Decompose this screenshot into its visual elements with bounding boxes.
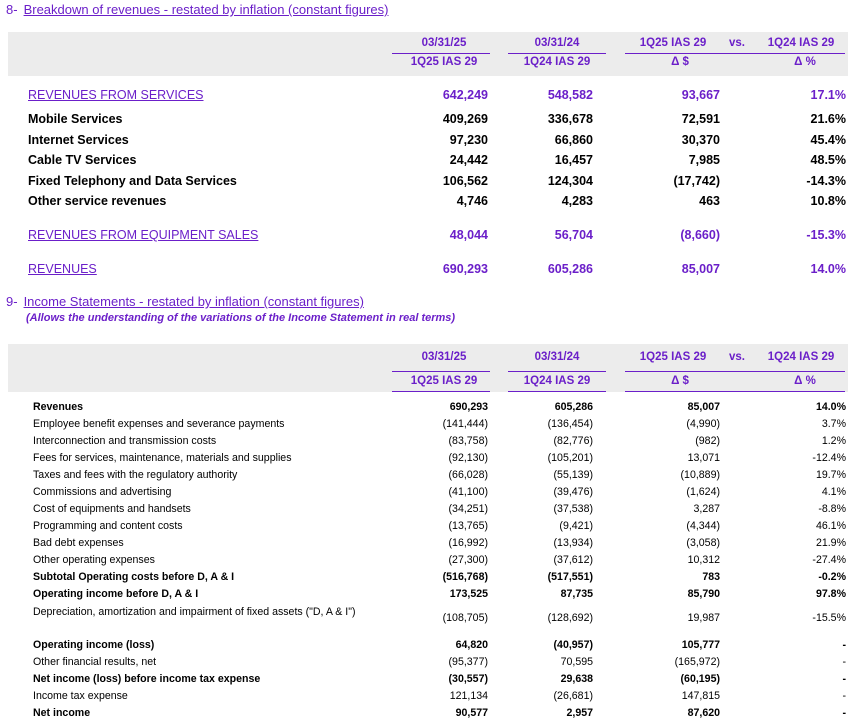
row-label: REVENUES FROM SERVICES — [28, 88, 204, 102]
row-label: Internet Services — [28, 133, 129, 147]
cell-value: (9,421) — [559, 520, 593, 532]
cell-value: (10,889) — [680, 469, 720, 481]
cell-value: 13,071 — [687, 452, 720, 464]
header-divider — [625, 391, 845, 392]
cell-value: -0.2% — [818, 571, 846, 583]
col4-delta-pct: Δ % — [794, 375, 816, 387]
cell-value: (83,758) — [448, 435, 488, 447]
cell-value: 409,269 — [442, 112, 488, 126]
cell-value: (165,972) — [674, 656, 720, 668]
cell-value: 19.7% — [815, 469, 846, 481]
cell-value: (37,538) — [553, 503, 593, 515]
cell-value: 605,286 — [554, 401, 593, 413]
cell-value: (982) — [695, 435, 720, 447]
cell-value: (3,058) — [686, 537, 720, 549]
col1-date: 03/31/25 — [421, 37, 467, 49]
cell-value: 24,442 — [449, 153, 488, 167]
cell-value: (39,476) — [553, 486, 593, 498]
cell-value: 4.1% — [821, 486, 846, 498]
cell-value: - — [842, 639, 846, 651]
cell-value: - — [842, 707, 846, 719]
cmp-a: 1Q25 IAS 29 — [639, 37, 707, 49]
cell-value: (141,444) — [442, 418, 488, 430]
row-label: Fixed Telephony and Data Services — [28, 174, 237, 188]
cell-value: (8,660) — [680, 228, 720, 242]
cell-value: 4,283 — [561, 194, 593, 208]
section-number: 8- — [6, 2, 18, 17]
cell-value: 66,860 — [554, 133, 593, 147]
cell-value: (108,705) — [442, 612, 488, 624]
cell-value: -8.8% — [818, 503, 846, 515]
cell-value: 85,790 — [687, 588, 720, 600]
cell-value: (55,139) — [553, 469, 593, 481]
cell-value: 548,582 — [547, 88, 593, 102]
cmp-vs: vs. — [729, 351, 745, 363]
cell-value: 336,678 — [547, 112, 593, 126]
header-divider — [392, 391, 490, 392]
row-label: REVENUES FROM EQUIPMENT SALES — [28, 228, 259, 242]
cell-value: 87,620 — [687, 707, 720, 719]
cell-value: 4,746 — [456, 194, 488, 208]
cell-value: 87,735 — [560, 588, 593, 600]
header-divider — [508, 53, 606, 54]
row-label: Cable TV Services — [28, 153, 137, 167]
cell-value: 85,007 — [681, 262, 720, 276]
col1-period: 1Q25 IAS 29 — [410, 56, 478, 68]
row-label: Other operating expenses — [33, 554, 155, 566]
cell-value: (92,130) — [448, 452, 488, 464]
section-9-title — [6, 294, 364, 309]
cell-value: (4,990) — [686, 418, 720, 430]
cell-value: (37,612) — [553, 554, 593, 566]
cell-value: 10.8% — [810, 194, 846, 208]
cell-value: 3.7% — [821, 418, 846, 430]
cell-value: (516,768) — [442, 571, 488, 583]
cell-value: 2,957 — [566, 707, 593, 719]
cell-value: (66,028) — [448, 469, 488, 481]
cell-value: (40,957) — [553, 639, 593, 651]
cell-value: - — [842, 690, 846, 702]
cell-value: (27,300) — [448, 554, 488, 566]
section-number: 9- — [6, 294, 18, 309]
row-label: REVENUES — [28, 262, 97, 276]
row-label: Net income — [33, 707, 91, 719]
cmp-b: 1Q24 IAS 29 — [767, 351, 835, 363]
cell-value: 64,820 — [455, 639, 488, 651]
cell-value: (60,195) — [680, 673, 720, 685]
cell-value: 17.1% — [810, 88, 846, 102]
col4-delta-pct: Δ % — [794, 56, 816, 68]
cmp-vs: vs. — [729, 37, 745, 49]
cell-value: (136,454) — [547, 418, 593, 430]
cell-value: 106,562 — [442, 174, 488, 188]
row-label: Programming and content costs — [33, 520, 183, 532]
cell-value: 16,457 — [554, 153, 593, 167]
header-divider — [625, 53, 845, 54]
cmp-b: 1Q24 IAS 29 — [767, 37, 835, 49]
cell-value: -14.3% — [806, 174, 846, 188]
cell-value: (517,551) — [547, 571, 593, 583]
cell-value: 121,134 — [449, 690, 488, 702]
row-label: Commissions and advertising — [33, 486, 172, 498]
cell-value: 783 — [702, 571, 720, 583]
cell-value: 97.8% — [815, 588, 846, 600]
col1-date: 03/31/25 — [421, 351, 467, 363]
row-label: Other financial results, net — [33, 656, 157, 668]
cell-value: 70,595 — [560, 656, 593, 668]
cell-value: 48.5% — [810, 153, 846, 167]
cell-value: (30,557) — [448, 673, 488, 685]
row-label: Operating income before D, A & I — [33, 588, 199, 600]
row-label: Depreciation, amortization and impairment of fixed assets ("D, A & I") — [33, 606, 356, 618]
cell-value: -15.5% — [812, 612, 846, 624]
cell-value: 90,577 — [455, 707, 488, 719]
cell-value: 93,667 — [681, 88, 720, 102]
section-subtitle: (Allows the understanding of the variations of the Income Statement in real terms) — [26, 312, 456, 324]
cell-value: - — [842, 656, 846, 668]
col1-period: 1Q25 IAS 29 — [410, 375, 478, 387]
cell-value: (41,100) — [448, 486, 488, 498]
cell-value: (13,765) — [448, 520, 488, 532]
cell-value: 30,370 — [681, 133, 720, 147]
section-title-text: Income Statements - restated by inflation (constant figures) — [23, 294, 364, 309]
cell-value: 72,591 — [681, 112, 720, 126]
col3-delta-abs: Δ $ — [671, 375, 689, 387]
header-divider — [625, 371, 845, 372]
header-divider — [508, 391, 606, 392]
cell-value: 642,249 — [442, 88, 488, 102]
cell-value: (95,377) — [448, 656, 488, 668]
cell-value: 14.0% — [810, 262, 846, 276]
col2-date: 03/31/24 — [534, 37, 580, 49]
cell-value: 45.4% — [810, 133, 846, 147]
header-divider — [392, 371, 490, 372]
cell-value: (17,742) — [673, 174, 720, 188]
col2-period: 1Q24 IAS 29 — [523, 56, 591, 68]
cell-value: 56,704 — [554, 228, 593, 242]
row-label: Revenues — [33, 401, 84, 413]
cell-value: 690,293 — [442, 262, 488, 276]
cell-value: 29,638 — [560, 673, 593, 685]
cell-value: 21.6% — [810, 112, 846, 126]
row-label: Mobile Services — [28, 112, 123, 126]
row-label: Net income (loss) before income tax expense — [33, 673, 261, 685]
cell-value: - — [842, 673, 846, 685]
row-label: Other service revenues — [28, 194, 167, 208]
cell-value: 97,230 — [449, 133, 488, 147]
cell-value: 463 — [699, 194, 720, 208]
section-title-text: Breakdown of revenues - restated by inflation (constant figures) — [23, 2, 389, 17]
row-label: Subtotal Operating costs before D, A & I — [33, 571, 235, 583]
cell-value: (105,201) — [547, 452, 593, 464]
cell-value: 19,987 — [687, 612, 720, 624]
cell-value: 1.2% — [821, 435, 846, 447]
cell-value: 105,777 — [681, 639, 720, 651]
cell-value: -27.4% — [812, 554, 846, 566]
row-label: Interconnection and transmission costs — [33, 435, 217, 447]
cmp-a: 1Q25 IAS 29 — [639, 351, 707, 363]
header-divider — [508, 371, 606, 372]
row-label: Bad debt expenses — [33, 537, 124, 549]
cell-value: 124,304 — [547, 174, 593, 188]
cell-value: 7,985 — [688, 153, 720, 167]
row-label: Employee benefit expenses and severance payments — [33, 418, 285, 430]
cell-value: 10,312 — [687, 554, 720, 566]
row-label: Operating income (loss) — [33, 639, 155, 651]
row-label: Fees for services, maintenance, materials and supplies — [33, 452, 292, 464]
row-label: Taxes and fees with the regulatory authority — [33, 469, 238, 481]
cell-value: 46.1% — [815, 520, 846, 532]
cell-value: (4,344) — [686, 520, 720, 532]
cell-value: (16,992) — [448, 537, 488, 549]
cell-value: -12.4% — [812, 452, 846, 464]
col2-period: 1Q24 IAS 29 — [523, 375, 591, 387]
col3-delta-abs: Δ $ — [671, 56, 689, 68]
row-label: Income tax expense — [33, 690, 128, 702]
cell-value: (26,681) — [553, 690, 593, 702]
cell-value: 14.0% — [815, 401, 846, 413]
cell-value: (34,251) — [448, 503, 488, 515]
cell-value: 173,525 — [449, 588, 488, 600]
cell-value: 3,287 — [693, 503, 720, 515]
cell-value: 690,293 — [449, 401, 488, 413]
cell-value: 85,007 — [687, 401, 720, 413]
cell-value: 605,286 — [547, 262, 593, 276]
cell-value: 21.9% — [815, 537, 846, 549]
cell-value: (1,624) — [686, 486, 720, 498]
header-divider — [392, 53, 490, 54]
row-label: Cost of equipments and handsets — [33, 503, 191, 515]
cell-value: (82,776) — [553, 435, 593, 447]
cell-value: 48,044 — [449, 228, 488, 242]
col2-date: 03/31/24 — [534, 351, 580, 363]
cell-value: -15.3% — [806, 228, 846, 242]
section-8-title — [6, 2, 388, 17]
cell-value: (13,934) — [553, 537, 593, 549]
cell-value: 147,815 — [681, 690, 720, 702]
cell-value: (128,692) — [547, 612, 593, 624]
